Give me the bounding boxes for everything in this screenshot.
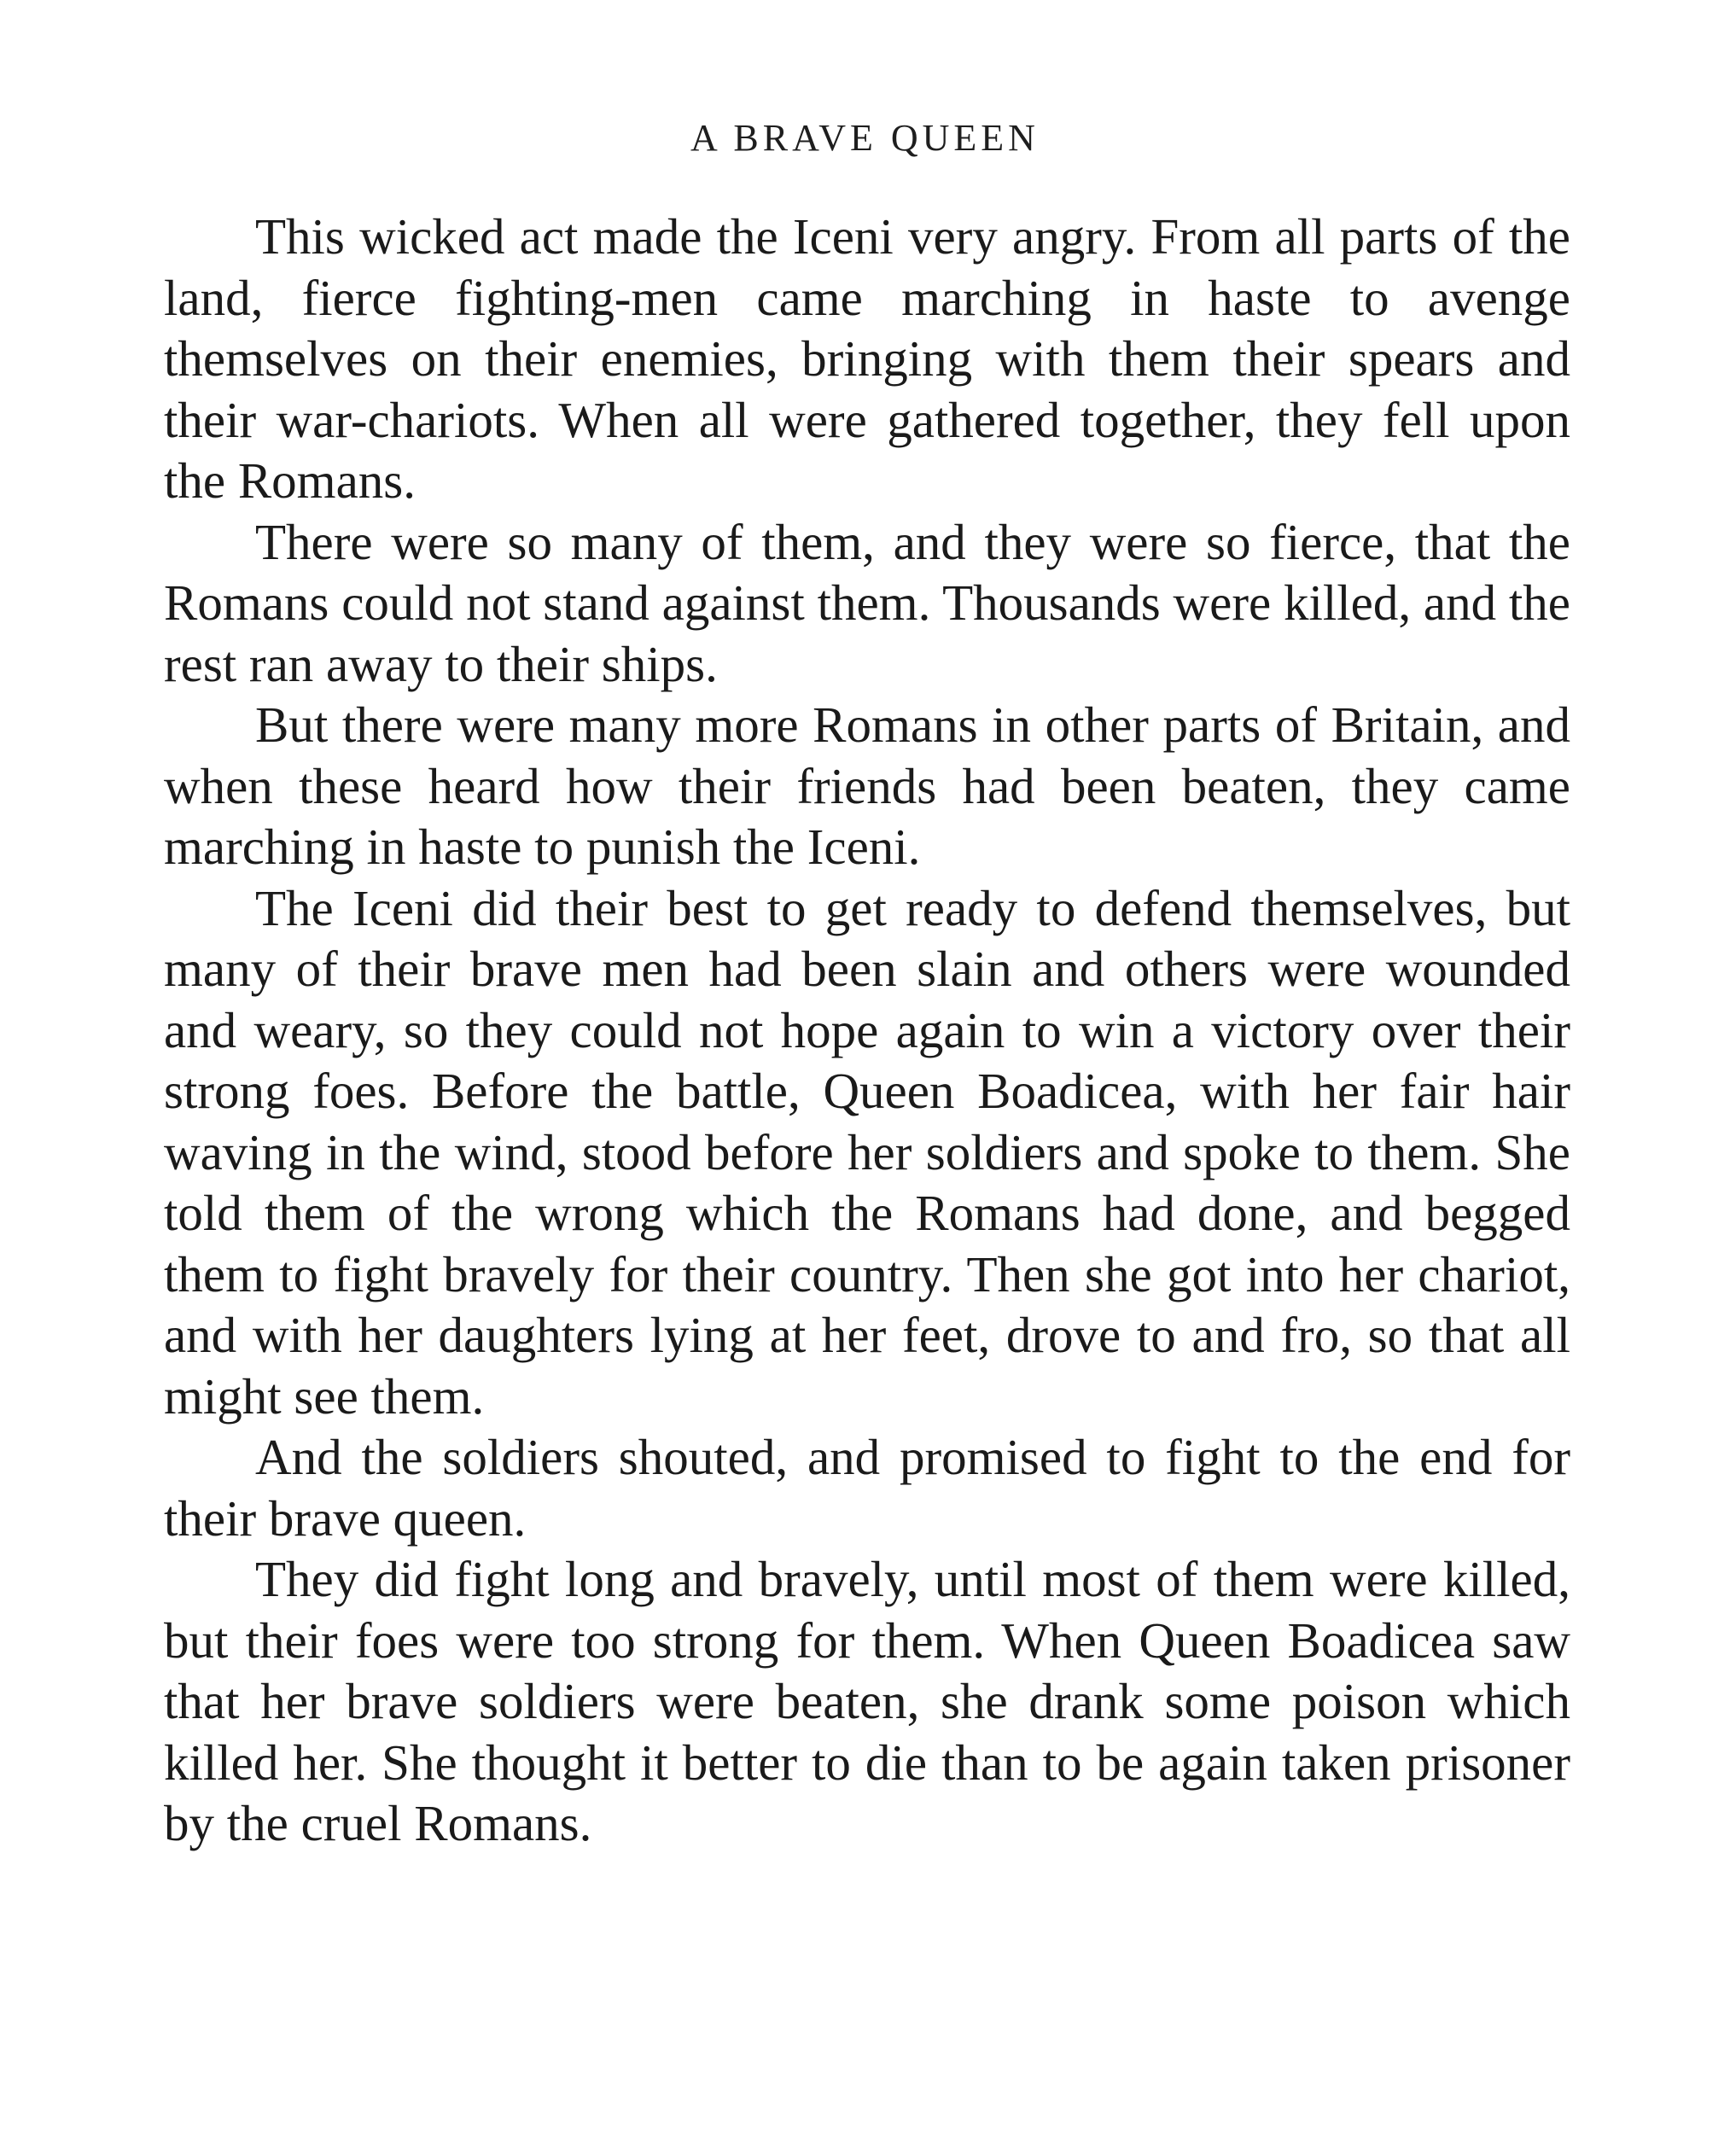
paragraph-romans-flee: There were so many of them, and they were so fierce, that the Romans could not stand against them. Thousands were killed, and the rest ran away to their ships. — [164, 513, 1570, 692]
paragraph-boadicea-speech: The Iceni did their best to get ready to defend themselves, but many of their brave men had been slain and others were wounded and weary, so they could not hope again to win a victory over their strong foes. Before the battle, Queen Boadicea, with her fair hair waving in the wind, stood before her soldiers and spoke to them. She told them of the wrong which the Romans had done, and begged them to fight bravely for their country. Then she got into her chariot, and with her daughters lying at her feet, drove to and fro, so that all might see them. — [164, 879, 1570, 1425]
paragraph-final-battle: They did fight long and bravely, until most of them were killed, but their foes were too strong for them. When Queen Boadicea saw that her brave soldiers were beaten, she drank some poison which killed her. She thought it better to die than to be again taken prisoner by the cruel Romans. — [164, 1551, 1570, 1851]
paragraph-iceni-angry: This wicked act made the Iceni very angry. From all parts of the land, fierce fighting-men came marching in haste to avenge themselves on their enemies, bringing with them their spears and their war-chariots. When all were gathered together, they fell upon the Romans. — [164, 208, 1570, 509]
paragraph-soldiers-shout: And the soldiers shouted, and promised to fight to the end for their brave queen. — [164, 1429, 1570, 1547]
page-body — [164, 207, 1570, 1855]
running-header: A BRAVE QUEEN — [690, 117, 1040, 159]
paragraph-romans-return: But there were many more Romans in other parts of Britain, and when these heard how their friends had been beaten, they came marching in haste to punish the Iceni. — [164, 696, 1570, 875]
